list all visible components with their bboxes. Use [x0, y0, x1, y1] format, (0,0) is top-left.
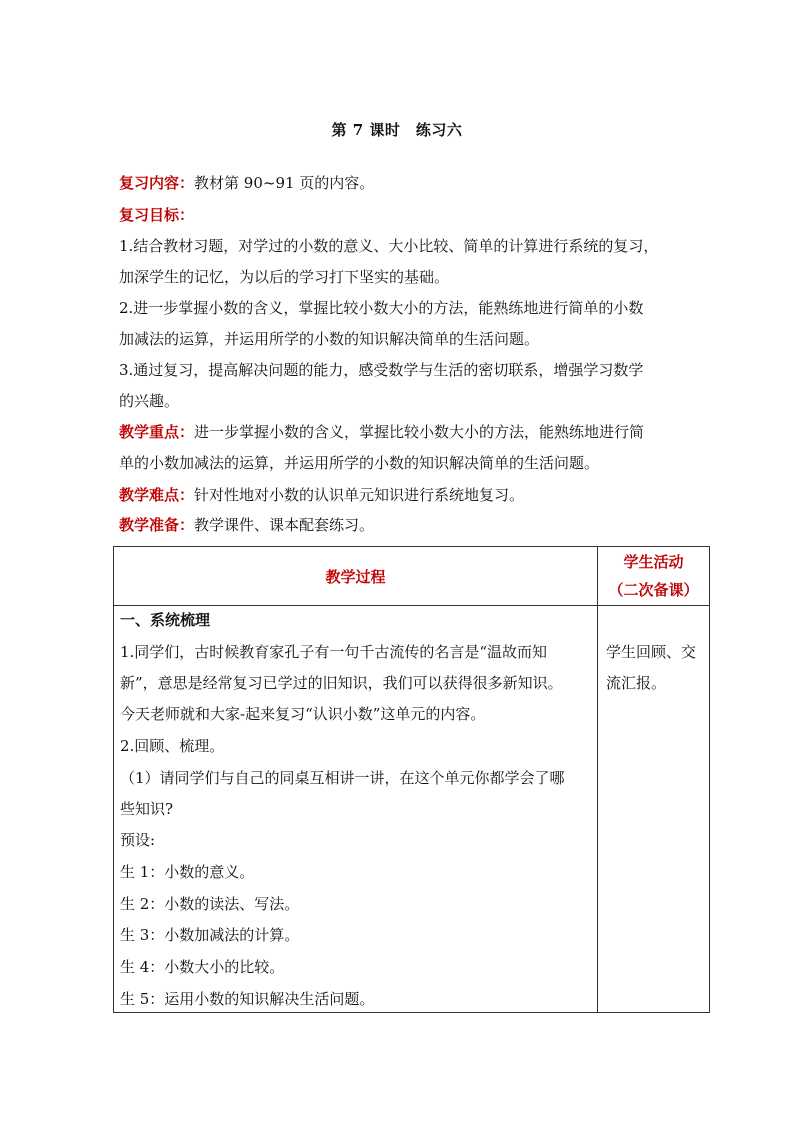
difficulties-line [119, 485, 689, 505]
section-title: 一、系统梳理 [120, 611, 211, 629]
process-header: 教学过程 [325, 567, 386, 586]
review-goals-label-line [119, 205, 689, 225]
review-goal-line: 2.进一步掌握小数的含义，掌握比较小数大小的方法，能熟练地进行简单的小数 [119, 299, 644, 317]
process-line: 1.同学们，古时候教育家孔子有一句千古流传的名言是“温故而知 [120, 643, 547, 661]
activity-line: 学生回顾、交 [606, 643, 697, 661]
process-line: 生 4：小数大小的比较。 [120, 958, 285, 976]
review-goal-line: 3.通过复习，提高解决问题的能力，感受数学与生活的密切联系，增强学习数学 [119, 361, 644, 379]
activity-header-line2: （二次备课） [608, 581, 699, 599]
preparation-text: 教学课件、课本配套练习。 [194, 516, 375, 534]
page-title: 第 7 课时 练习六 [331, 121, 463, 139]
difficulties-label: 教学难点： [119, 486, 195, 504]
review-goal-line: 的兴趣。 [119, 392, 180, 410]
review-content-line [119, 173, 689, 193]
activity-header-cell [598, 547, 710, 606]
process-line: 生 1：小数的意义。 [120, 863, 255, 881]
activity-line: 流汇报。 [606, 674, 667, 692]
review-goals-label: 复习目标： [119, 206, 195, 224]
key-points-label: 教学重点： [119, 423, 195, 441]
review-content-text: 教材第 90~91 页的内容。 [194, 174, 375, 192]
process-line: 预设: [120, 831, 156, 849]
key-points-line [119, 422, 689, 442]
review-goal-line: 加减法的运算，并运用所学的小数的知识解决简单的生活问题。 [119, 330, 540, 348]
process-line: 生 2：小数的读法、写法。 [120, 895, 300, 913]
process-line: 些知识? [120, 800, 174, 818]
key-points-line-2: 单的小数加减法的运算，并运用所学的小数的知识解决简单的生活问题。 [119, 454, 600, 472]
process-line: 2.回顾、梳理。 [120, 737, 225, 755]
activity-header-line1: 学生活动 [623, 553, 684, 571]
process-cell [114, 606, 598, 1013]
lesson-table [113, 546, 710, 1013]
preparation-line [119, 515, 689, 535]
process-line: 生 3：小数加减法的计算。 [120, 926, 300, 944]
review-goal-line: 加深学生的记忆，为以后的学习打下坚实的基础。 [119, 268, 450, 286]
key-points-text: 进一步掌握小数的含义，掌握比较小数大小的方法，能熟练地进行简 [194, 423, 645, 441]
activity-cell [598, 606, 710, 1013]
process-line: 今天老师就和大家-起来复习“认识小数”这单元的内容。 [120, 705, 486, 723]
process-header-cell [114, 547, 598, 606]
difficulties-text: 针对性地对小数的认识单元知识进行系统地复习。 [194, 486, 525, 504]
preparation-label: 教学准备： [119, 516, 195, 534]
process-line: 新”，意思是经常复习已学过的旧知识，我们可以获得很多新知识。 [120, 674, 563, 692]
review-content-label: 复习内容： [119, 174, 195, 192]
process-line: （1）请同学们与自己的同桌互相讲一讲，在这个单元你都学会了哪 [120, 769, 565, 787]
review-goal-line: 1.结合教材习题，对学过的小数的意义、大小比较、简单的计算进行系统的复习， [119, 237, 659, 255]
process-line: 生 5：运用小数的知识解决生活问题。 [120, 990, 375, 1008]
